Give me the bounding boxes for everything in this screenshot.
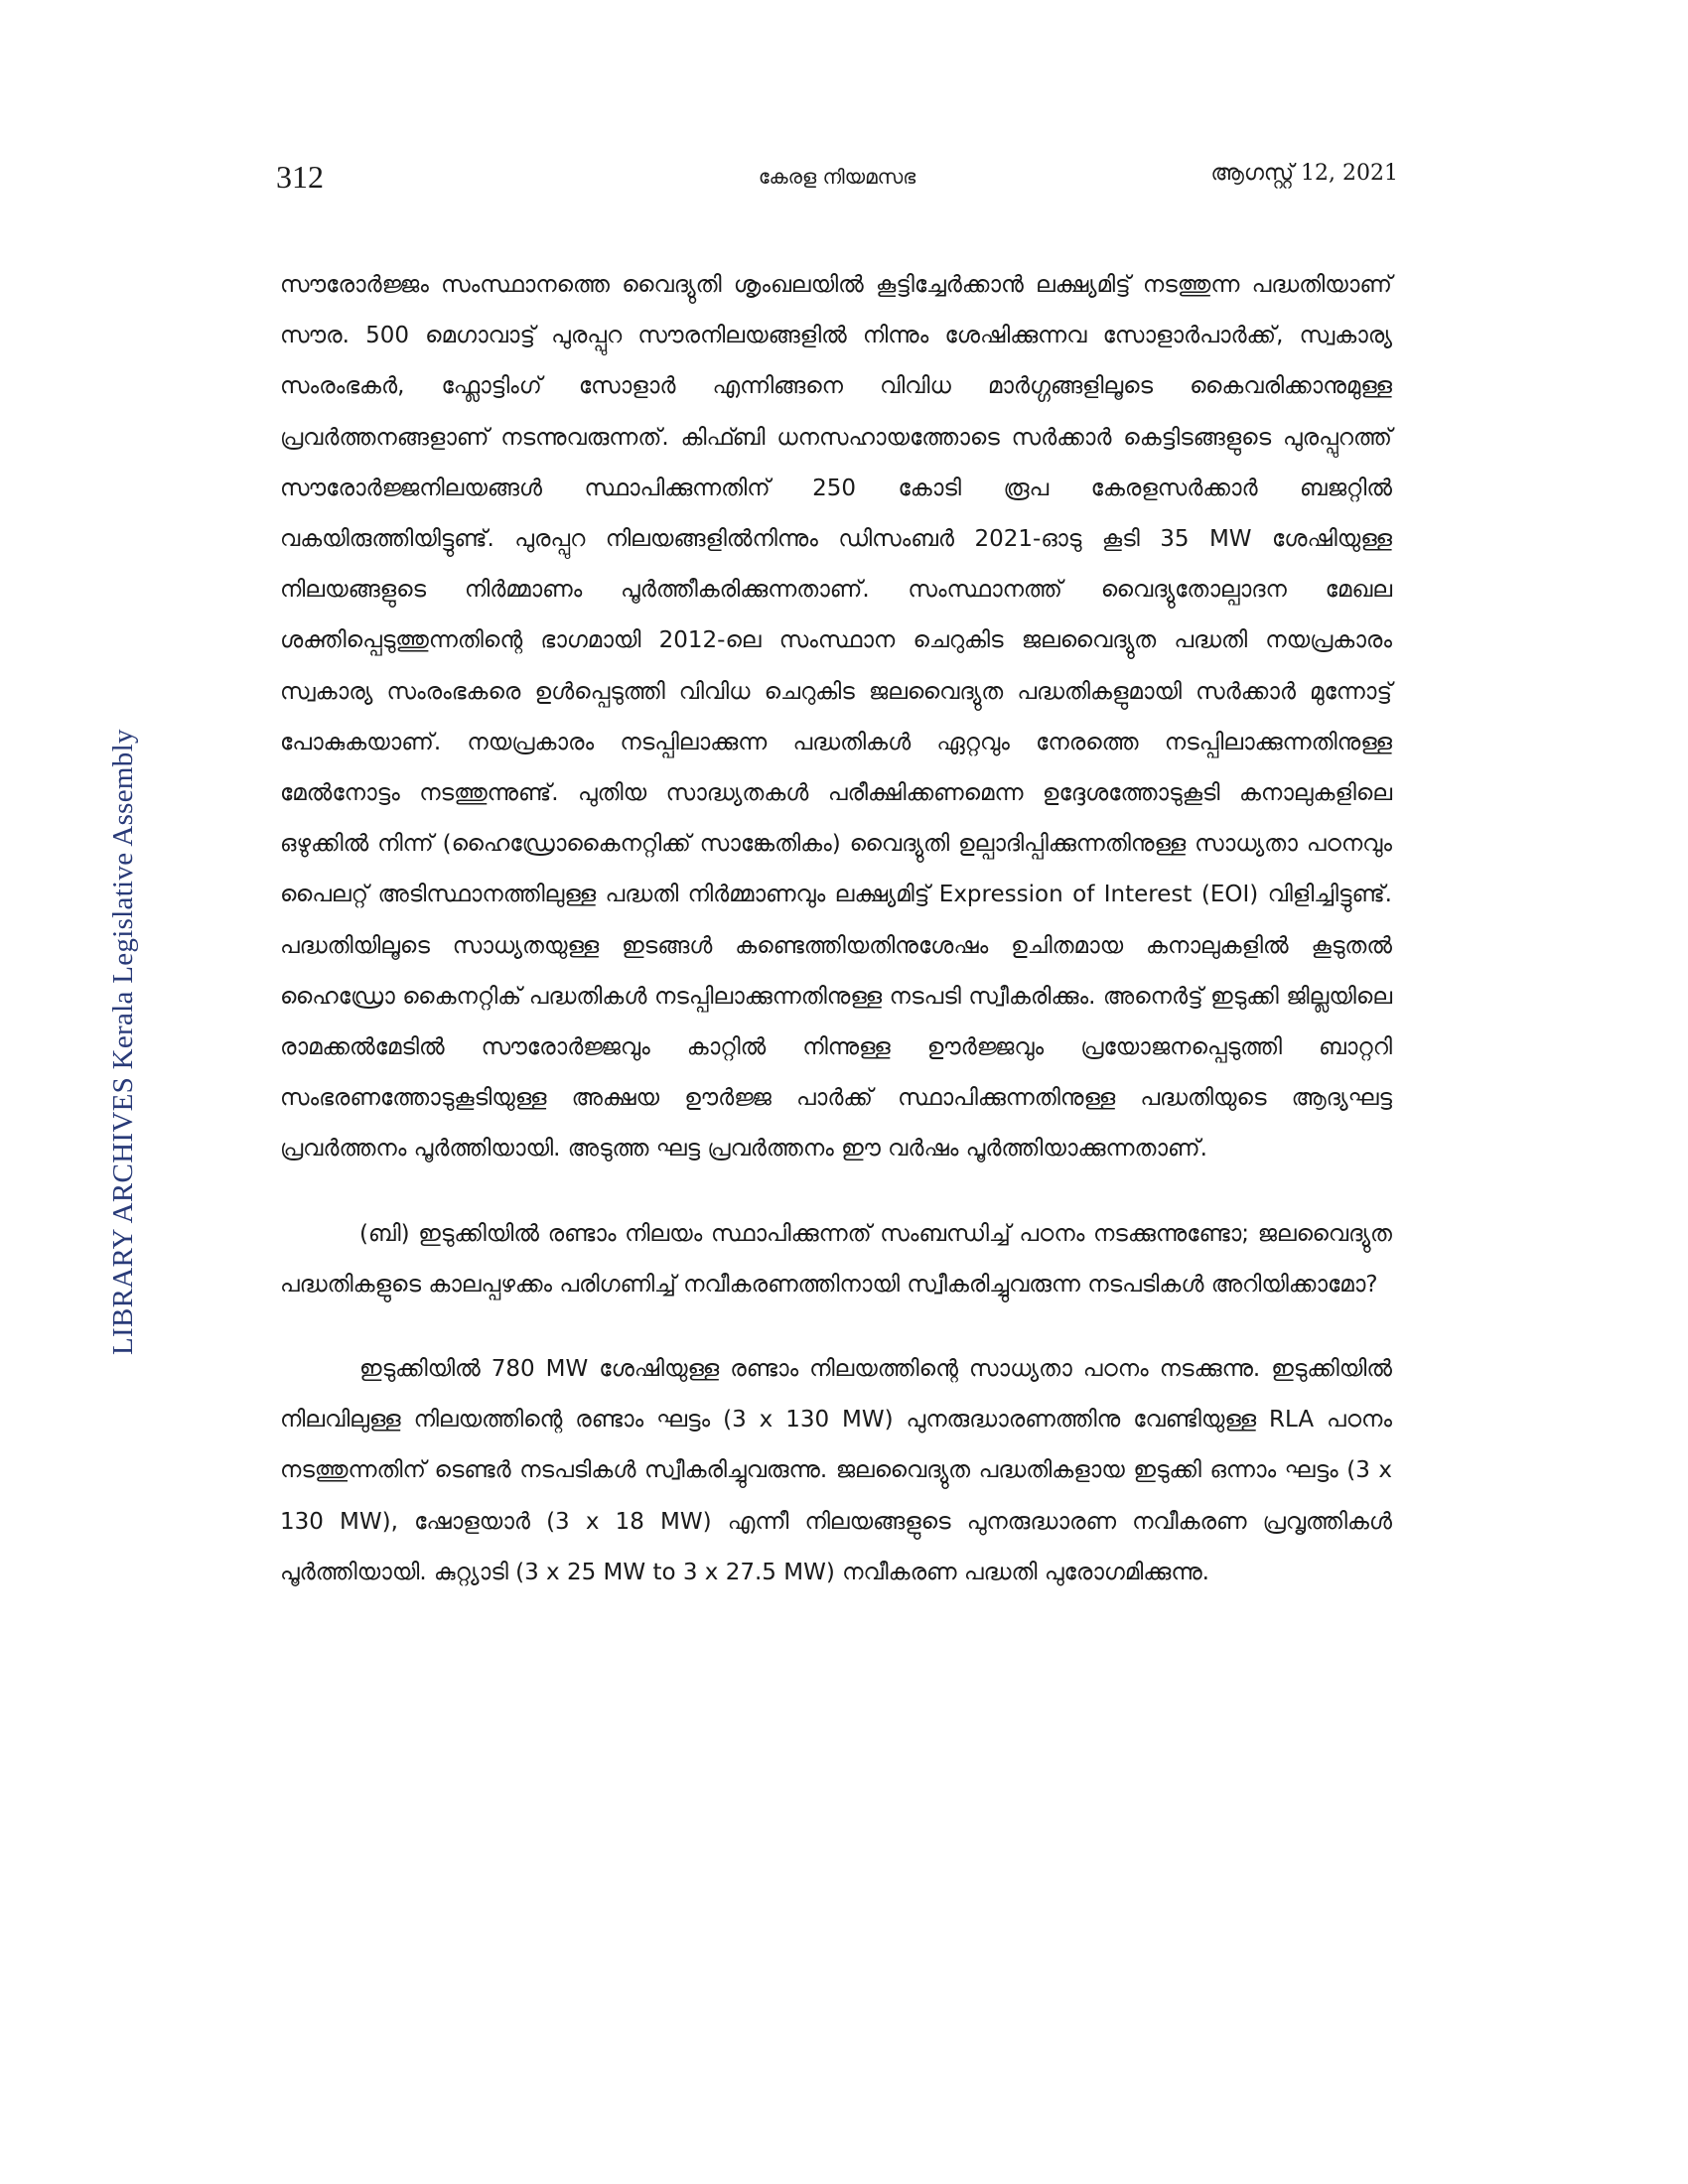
answer-paragraph-1: സൗരോർജ്ജം സംസ്ഥാനത്തെ വൈദ്യുതി ശൃംഖലയിൽ കൂട്ടിച്ചേർക്കാൻ ലക്ഷ്യമിട്ട് നടത്തുന്ന പദ്ധതിയാണ് സൗര. 500 മെഗാവാട്ട് പുരപ്പുറ സൗരനിലയങ്ങളിൽ നിന്നും ശേഷിക്കുന്നവ സോളാർപാർക്ക്, സ്വകാര്യ സംരംഭകർ, ഫ്ലോട്ടിംഗ് സോളാർ എന്നിങ്ങനെ വിവിധ മാർഗ്ഗങ്ങളിലൂടെ കൈവരിക്കാനുമുള്ള പ്രവർത്തനങ്ങളാണ് നടന്നുവരുന്നത്. കിഫ്ബി ധനസഹായത്തോടെ സർക്കാർ കെട്ടിടങ്ങളുടെ പുരപ്പുറത്ത് സൗരോർജ്ജനിലയങ്ങൾ സ്ഥാപിക്കുന്നതിന് 250 കോടി രൂപ കേരളസർക്കാർ ബജറ്റിൽ വകയിരുത്തിയിട്ടുണ്ട്. പുരപ്പുറ നിലയങ്ങളിൽനിന്നും ഡിസംബർ 2021-ഓടു കൂടി 35 MW ശേഷിയുള്ള നിലയങ്ങളുടെ നിർമ്മാണം പൂർത്തീകരിക്കുന്നതാണ്. സംസ്ഥാനത്ത് വൈദ്യുതോല്പാദന മേഖല ശക്തിപ്പെടുത്തുന്നതിന്റെ ഭാഗമായി 2012-ലെ സംസ്ഥാന ചെറുകിട ജലവൈദ്യുത പദ്ധതി നയപ്രകാരം സ്വകാര്യ സംരംഭകരെ ഉൾപ്പെടുത്തി വിവിധ ചെറുകിട ജലവൈദ്യുത പദ്ധതികളുമായി സർക്കാർ മുന്നോട്ട് പോകുകയാണ്. നയപ്രകാരം നടപ്പിലാക്കുന്ന പദ്ധതികൾ ഏറ്റവും നേരത്തെ നടപ്പിലാക്കുന്നതിനുള്ള മേൽനോട്ടം നടത്തുന്നുണ്ട്. പുതിയ സാദ്ധ്യതകൾ പരീക്ഷിക്കണമെന്ന ഉദ്ദേശത്തോടുകൂടി കനാലുകളിലെ ഒഴുക്കിൽ നിന്ന് (ഹൈഡ്രോകൈനറ്റിക്ക് സാങ്കേതികം) വൈദ്യുതി ഉല്പാദിപ്പിക്കുന്നതിനുള്ള സാധ്യതാ പഠനവും പൈലറ്റ് അടിസ്ഥാനത്തിലുള്ള പദ്ധതി നിർമ്മാണവും ലക്ഷ്യമിട്ട് Expression of Interest (EOI) വിളിച്ചിട്ടുണ്ട്. പദ്ധതിയിലൂടെ സാധ്യതയുള്ള ഇടങ്ങൾ കണ്ടെത്തിയതിനുശേഷം ഉചിതമായ കനാലുകളിൽ കൂടുതൽ ഹൈഡ്രോ കൈനറ്റിക് പദ്ധതികൾ നടപ്പിലാക്കുന്നതിനുള്ള നടപടി സ്വീകരിക്കും. അനെർട്ട് ഇടുക്കി ജില്ലയിലെ രാമക്കൽമേടിൽ സൗരോർജ്ജവും കാറ്റിൽ നിന്നുള്ള ഊർജ്ജവും പ്രയോജനപ്പെടുത്തി ബാറ്ററി സംഭരണത്തോടുകൂടിയുള്ള അക്ഷയ ഊർജ്ജ പാർക്ക് സ്ഥാപിക്കുന്നതിനുള്ള പദ്ധതിയുടെ ആദ്യഘട്ട പ്രവർത്തനം പൂർത്തിയായി. അടുത്ത ഘട്ട പ്രവർത്തനം ഈ വർഷം പൂർത്തിയാക്കുന്നതാണ്. bbox=[280, 272, 1392, 1162]
side-watermark: LIBRARY ARCHIVES Kerala Legislative Assembly bbox=[107, 729, 139, 1355]
question-paragraph-b: (ബി) ഇടുക്കിയിൽ രണ്ടാം നിലയം സ്ഥാപിക്കുന്നത് സംബന്ധിച്ച് പഠനം നടക്കുന്നുണ്ടോ; ജലവൈദ്യുത പദ്ധതികളുടെ കാലപ്പഴക്കം പരിഗണിച്ച് നവീകരണത്തിനായി സ്വീകരിച്ചുവരുന്ന നടപടികൾ അറിയിക്കാമോ? bbox=[280, 1220, 1392, 1297]
body-text bbox=[280, 260, 1392, 1598]
page-header bbox=[276, 159, 1398, 208]
page-number: 312 bbox=[276, 159, 324, 195]
running-title: കേരള നിയമസഭ bbox=[758, 165, 916, 189]
answer-paragraph-b: ഇടുക്കിയിൽ 780 MW ശേഷിയുള്ള രണ്ടാം നിലയത്തിന്റെ സാധ്യതാ പഠനം നടക്കുന്നു. ഇടുക്കിയിൽ നിലവിലുള്ള നിലയത്തിന്റെ രണ്ടാം ഘട്ടം (3 x 130 MW) പുനരുദ്ധാരണത്തിനു വേണ്ടിയുള്ള RLA പഠനം നടത്തുന്നതിന് ടെണ്ടർ നടപടികൾ സ്വീകരിച്ചുവരുന്നു. ജലവൈദ്യുത പദ്ധതികളായ ഇടുക്കി ഒന്നാം ഘട്ടം (3 x 130 MW), ഷോളയാർ (3 x 18 MW) എന്നീ നിലയങ്ങളുടെ പുനരുദ്ധാരണ നവീകരണ പ്രവൃത്തികൾ പൂർത്തിയായി. കുറ്റ്യാടി (3 x 25 MW to 3 x 27.5 MW) നവീകരണ പദ്ധതി പുരോഗമിക്കുന്നു. bbox=[280, 1356, 1392, 1585]
header-date: ആഗസ്റ്റ് 12, 2021 bbox=[1210, 161, 1398, 186]
